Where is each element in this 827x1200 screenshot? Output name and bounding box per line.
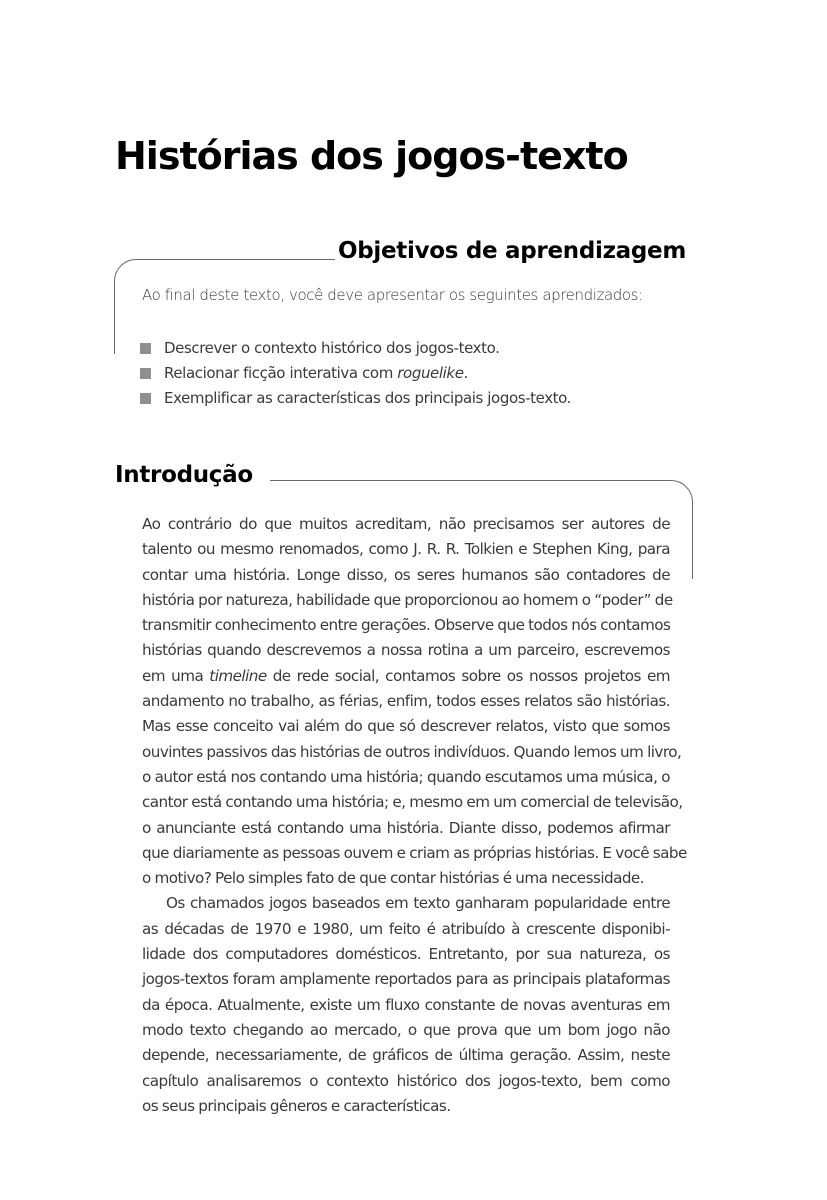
text-segment: em uma <box>142 666 210 685</box>
text-line: os seus principais gêneros e características. <box>142 1096 451 1115</box>
text-line: transmitir conhecimento entre gerações. Observe que todos nós contamos <box>142 616 671 635</box>
text-line: o motivo? Pelo simples fato de que contar histórias é uma necessidade. <box>142 869 645 888</box>
text-line: capítulo analisaremos o contexto histórico dos jogos-texto, bem como <box>142 1071 670 1090</box>
text-line: o anunciante está contando uma história. Diante disso, podemos afirmar <box>142 818 670 837</box>
objective-suffix: . <box>463 364 468 382</box>
chapter-title: Histórias dos jogos-texto <box>115 134 628 178</box>
square-bullet-icon <box>140 368 151 379</box>
text-line: história por natureza, habilidade que proporcionou ao homem o “poder” de <box>142 590 673 609</box>
text-line: as décadas de 1970 e 1980, um feito é atribuído à crescente disponibi- <box>142 919 670 938</box>
objectives-list <box>140 336 571 411</box>
text-line: depende, necessariamente, de gráficos de última geração. Assim, neste <box>142 1046 670 1065</box>
objective-text: Exemplificar as características dos principais jogos-texto. <box>164 389 572 407</box>
text-line: Mas esse conceito vai além do que só descrever relatos, visto que somos <box>142 717 670 736</box>
text-line: talento ou mesmo renomados, como J. R. R. Tolkien e Stephen King, para <box>142 540 670 559</box>
text-line: Ao contrário do que muitos acreditam, não precisamos ser autores de <box>142 515 670 533</box>
objective-italic-term: roguelike <box>397 364 464 382</box>
objective-item <box>140 361 571 386</box>
text-line: histórias quando descrevemos a nossa rotina a um parceiro, escrevemos <box>142 641 670 660</box>
square-bullet-icon <box>140 343 151 354</box>
square-bullet-icon <box>140 393 151 404</box>
italic-term: timeline <box>209 666 267 685</box>
text-line <box>142 664 670 689</box>
introduction-heading: Introdução <box>115 462 253 488</box>
objective-item <box>140 336 571 361</box>
text-line: cantor está contando uma história; e, mesmo em um comercial de televisão, <box>142 793 683 812</box>
text-line: lidade dos computadores domésticos. Entretanto, por sua natureza, os <box>142 945 670 964</box>
introduction-paragraph-2 <box>142 891 670 1119</box>
text-line: da época. Atualmente, existe um fluxo constante de novas aventuras em <box>142 995 670 1014</box>
objectives-heading: Objetivos de aprendizagem <box>338 238 687 264</box>
text-line: modo texto chegando ao mercado, o que prova que um bom jogo não <box>142 1020 670 1039</box>
text-line: ouvintes passivos das histórias de outros indivíduos. Quando lemos um livro, <box>142 742 682 761</box>
text-line: o autor está nos contando uma história; quando escutamos uma música, o <box>142 767 670 786</box>
text-segment: de rede social, contamos sobre os nossos projetos em <box>266 666 671 685</box>
text-line: andamento no trabalho, as férias, enfim, todos esses relatos são histórias. <box>142 692 670 711</box>
objectives-intro: Ao final deste texto, você deve apresentar os seguintes aprendizados: <box>142 286 643 304</box>
introduction-paragraph-1 <box>142 512 687 891</box>
objective-text: Relacionar ficção interativa com <box>164 364 398 382</box>
text-line: contar uma história. Longe disso, os seres humanos são contadores de <box>142 565 670 584</box>
introduction-body <box>142 512 687 1119</box>
text-line: que diariamente as pessoas ouvem e criam as próprias histórias. E você sabe <box>142 843 687 862</box>
objective-item <box>140 386 571 411</box>
objective-text: Descrever o contexto histórico dos jogos-texto. <box>164 339 500 357</box>
text-line: Os chamados jogos baseados em texto ganharam popularidade entre <box>166 894 670 913</box>
text-line: jogos-textos foram amplamente reportados para as principais plataformas <box>142 970 670 989</box>
